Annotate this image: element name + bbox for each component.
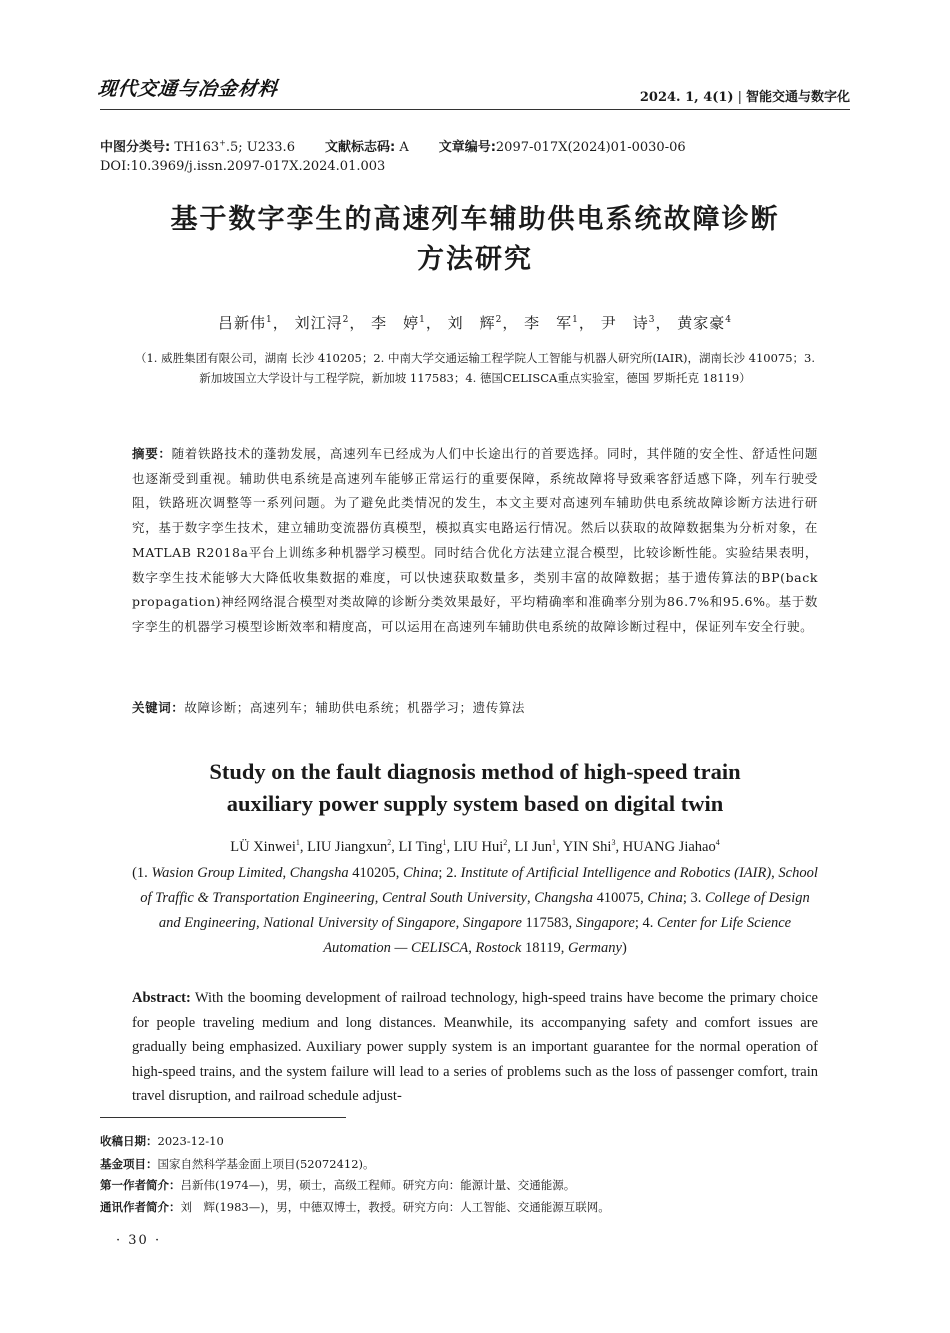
en-abstract-text: With the booming development of railroad technology, high-speed trains have become the primary choice for people traveling medium and long distances. Meanwhile, its accompanying safety and comfort issues are gradually being emphasized. Auxiliary power supply system is an important guarantee for the normal operation of high-speed trains, and the system failure will lead to a series of problems such as the loss of passenger comfort, train travel disruption, and railroad schedule adjust- bbox=[132, 990, 818, 1105]
classification-line bbox=[100, 136, 686, 155]
en-title-line2: auxiliary power supply system based on digital twin bbox=[226, 791, 724, 816]
en-author: LI Ting$^1$ bbox=[398, 838, 447, 855]
en-authors: LÜ Xinwei$^1$, LIU Jiangxun$^2$, LI Ting$^1$, LIU Hui$^2$, LI Jun$^1$, YIN Shi$^3$, HUANG Jiahao$^4$ bbox=[230, 838, 720, 855]
cn-author: 刘 辉$^2$ bbox=[447, 314, 503, 332]
cn-title bbox=[100, 200, 850, 280]
cn-affiliations: （1. 威胜集团有限公司，湖南 长沙 410205；2. 中南大学交通运输工程学院人工智能与机器人研究所(IAIR)，湖南长沙 410075；3. 新加坡国立大学设计与工程学院，新加坡 117583；4. 德国CELISCA重点实验室，德国 罗斯托克 18119） bbox=[134, 351, 815, 385]
cn-author: 黄家豪$^4$ bbox=[677, 314, 732, 332]
cn-title-line1: 基于数字孪生的高速列车辅助供电系统故障诊断 bbox=[170, 204, 780, 235]
en-author: YIN Shi$^3$ bbox=[562, 838, 616, 855]
article-value: 2097-017X(2024)01-0030-06 bbox=[495, 140, 686, 155]
cn-author: 吕新伟$^1$ bbox=[218, 314, 273, 332]
column-name: 智能交通与数字化 bbox=[745, 90, 850, 105]
issue-info: 2024. 1, 4(1) bbox=[639, 90, 734, 105]
en-author: LI Jun$^1$ bbox=[514, 838, 556, 855]
cn-abstract-label: 摘要： bbox=[132, 446, 172, 461]
en-author: HUANG Jiahao$^4$ bbox=[622, 838, 720, 855]
cn-keywords bbox=[132, 698, 818, 716]
cn-author: 李 军$^1$ bbox=[524, 314, 579, 332]
clc-label: 中图分类号: bbox=[100, 140, 171, 155]
footnote-corresponding-author: 通讯作者简介：刘 辉(1983—)，男，中德双博士，教授。研究方向：人工智能、交通能源互联网。 bbox=[100, 1200, 610, 1214]
en-author: LÜ Xinwei$^1$ bbox=[230, 838, 300, 855]
footnote-rule bbox=[100, 1117, 346, 1118]
page-number: · 30 · bbox=[116, 1233, 162, 1248]
article-label: 文章编号: bbox=[438, 140, 496, 155]
header-divider: | bbox=[737, 90, 742, 105]
cn-authors: 吕新伟$^1$， 刘江浔$^2$， 李 婷$^1$， 刘 辉$^2$， 李 军$^1$， 尹 诗$^3$， 黄家豪$^4$ bbox=[218, 314, 732, 332]
journal-logo: 现代交通与冶金材料 bbox=[96, 78, 280, 100]
cn-author: 尹 诗$^3$ bbox=[600, 314, 656, 332]
footnote-fund: 基金项目：国家自然科学基金面上项目(52072412)。 bbox=[100, 1157, 375, 1171]
en-author: LIU Hui$^2$ bbox=[453, 838, 508, 855]
header-rule bbox=[100, 109, 850, 110]
cn-author: 刘江浔$^2$ bbox=[294, 314, 350, 332]
footnote-received: 收稿日期：2023-12-10 bbox=[100, 1134, 224, 1148]
running-header bbox=[640, 86, 850, 105]
en-affiliations: (1. Wasion Group Limited, Changsha 410205, China; 2. Institute of Artificial Intelligence and Robotics (IAIR), School of Traffic & Transportation Engineering, Central South University, Changsha 410075, China; 3. College of Design and Engineering, National University of Singapore, Singapore 117583, Singapore; 4. Center for Life Science Automation — CELISCA, Rostock 18119, Germany) bbox=[132, 865, 818, 956]
doc-value: A bbox=[399, 140, 409, 155]
footnote-first-author: 第一作者简介：吕新伟(1974—)，男，硕士，高级工程师。研究方向：能源计量、交通能源。 bbox=[100, 1178, 576, 1192]
doi: DOI:10.3969/j.issn.2097-017X.2024.01.003 bbox=[100, 159, 386, 174]
en-title bbox=[100, 756, 850, 820]
cn-keywords-text: 故障诊断；高速列车；辅助供电系统；机器学习；遗传算法 bbox=[184, 700, 526, 715]
en-author: LIU Jiangxun$^2$ bbox=[307, 838, 392, 855]
cn-abstract bbox=[132, 442, 818, 640]
clc-value: TH163+.5; U233.6 bbox=[174, 138, 295, 155]
en-abstract bbox=[132, 986, 818, 1109]
cn-title-line2: 方法研究 bbox=[417, 244, 533, 275]
cn-abstract-text: 随着铁路技术的蓬勃发展，高速列车已经成为人们中长途出行的首要选择。同时，其伴随的安全性、舒适性问题也逐渐受到重视。辅助供电系统是高速列车能够正常运行的重要保障，系统故障将导致乘客舒适感下降，列车行驶受阻，铁路班次调整等一系列问题。为了避免此类情况的发生，本文主要对高速列车辅助供电系统故障诊断方法进行研究，基于数字孪生技术，建立辅助变流器仿真模型，模拟真实电路运行情况。然后以获取的故障数据集为分析对象，在MATLAB R2018a平台上训练多种机器学习模型。同时结合优化方法建立混合模型，比较诊断性能。实验结果表明，数字孪生技术能够大大降低收集数据的难度，可以快速获取数量多，类别丰富的故障数据；基于遗传算法的BP(back propagation)神经网络混合模型对类故障的诊断分类效果最好，平均精确率和准确率分别为86.7%和95.6%。基于数字孪生的机器学习模型诊断效率和精度高，可以运用在高速列车辅助供电系统的故障诊断过程中，保证列车安全行驶。 bbox=[132, 446, 818, 634]
en-abstract-label: Abstract: bbox=[132, 990, 191, 1006]
en-title-line1: Study on the fault diagnosis method of high-speed train bbox=[209, 759, 741, 784]
cn-author: 李 婷$^1$ bbox=[371, 314, 426, 332]
doc-label: 文献标志码: bbox=[324, 140, 396, 155]
cn-keywords-label: 关键词： bbox=[132, 700, 185, 715]
